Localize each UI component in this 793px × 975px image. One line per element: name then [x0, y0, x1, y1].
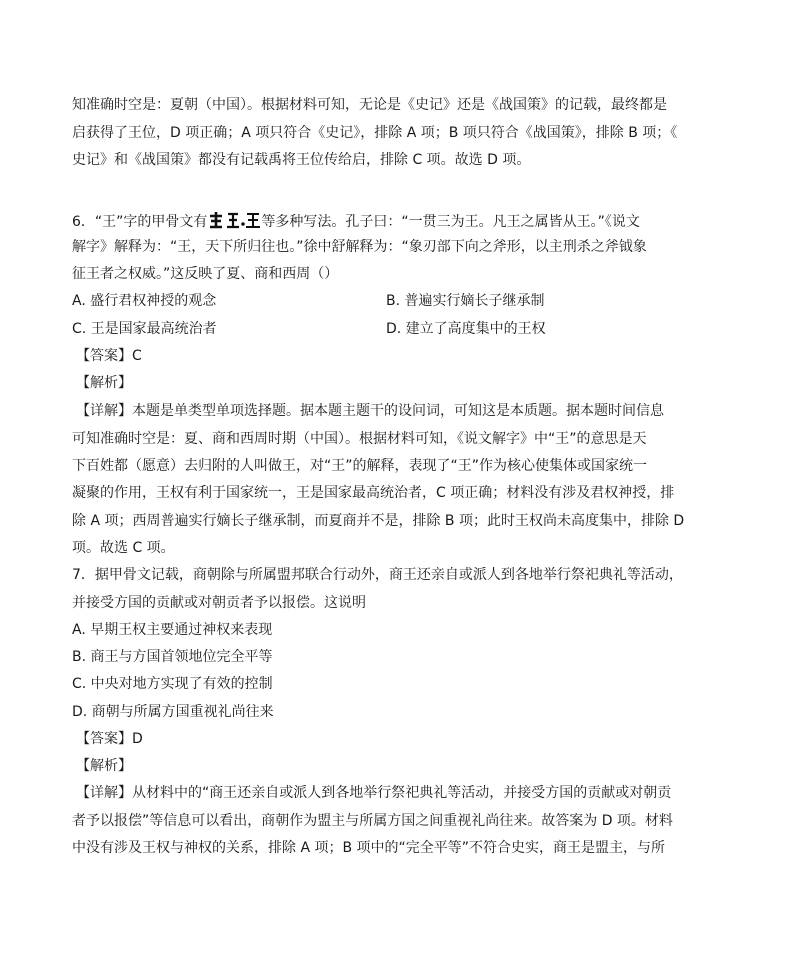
q6-stem-post: 等多种写法。孔子曰：“一贯三为王。凡王之属皆从王。”《说文: [261, 214, 640, 230]
q6-answer: 【答案】C: [76, 348, 142, 364]
q6-stem-line-3: 征王者之权威。”这反映了夏、商和西周（）: [72, 266, 339, 282]
q6-stem-pre: 6．“王”字的甲骨文有: [72, 214, 208, 230]
q6-stem-line-1: [72, 210, 640, 231]
q7-detail-line-1: 【详解】从材料中的“商王还亲自或派人到各地举行祭祀典礼等活动，并接受方国的贡献或对朝贡: [76, 785, 672, 801]
q7-option-a: A. 早期王权主要通过神权来表现: [72, 622, 273, 638]
q6-option-d: D. 建立了高度集中的王权: [386, 321, 546, 337]
q6-option-a: A. 盛行君权神授的观念: [72, 293, 217, 309]
q6-detail-line-2: 可知准确时空是：夏、商和西周时期（中国）。根据材料可知，《说文解字》中“王”的意思是天: [72, 431, 647, 447]
q7-option-b: B. 商王与方国首领地位完全平等: [72, 649, 273, 665]
q7-option-c: C. 中央对地方实现了有效的控制: [72, 676, 273, 692]
q7-stem-line-2: 并接受方国的贡献或对朝贡者予以报偿。这说明: [72, 595, 366, 611]
q7-option-d: D. 商朝与所属方国重视礼尚往来: [72, 704, 274, 720]
q7-answer: 【答案】D: [76, 731, 143, 747]
q6-analysis-heading: 【解析】: [76, 375, 132, 391]
q7-detail-line-3: 中没有涉及王权与神权的关系，排除 A 项；B 项中的“完全平等”不符合史实，商王是盟主，与所: [72, 840, 666, 856]
q6-option-b: B. 普遍实行嫡长子继承制: [386, 293, 545, 309]
q6-detail-line-4: 凝聚的作用，王权有利于国家统一，王是国家最高统治者，C 项正确；材料没有涉及君权神授，排: [72, 485, 675, 501]
q6-stem-line-2: 解字》解释为：“王，天下所归往也。”徐中舒解释为：“象刃部下向之斧形，以主刑杀之斧钺象: [72, 239, 647, 255]
oracle-bone-glyphs-image: [208, 210, 260, 230]
q6-detail-line-6: 项。故选 C 项。: [72, 540, 175, 556]
intro-line-1: 知准确时空是：夏朝（中国）。根据材料可知，无论是《史记》还是《战国策》的记载，最终都是: [72, 97, 667, 113]
intro-line-2: 启获得了王位，D 项正确；A 项只符合《史记》，排除 A 项；B 项只符合《战国策》，排除 B 项；《: [72, 125, 678, 141]
q6-detail-line-3: 下百姓都（愿意）去归附的人叫做王，对“王”的解释，表现了“王”作为核心使集体或国家统一: [72, 458, 648, 474]
q7-analysis-heading: 【解析】: [76, 758, 132, 774]
q6-detail-line-1: 【详解】本题是单类型单项选择题。据本题主题干的设问词，可知这是本质题。据本题时间信息: [76, 403, 664, 419]
q6-detail-line-5: 除 A 项；西周普遍实行嫡长子继承制，而夏商并不是，排除 B 项；此时王权尚未高度集中，排除 D: [72, 513, 685, 529]
q6-option-c: C. 王是国家最高统治者: [72, 321, 217, 337]
q7-stem-line-1: 7．据甲骨文记载，商朝除与所属盟邦联合行动外，商王还亲自或派人到各地举行祭祀典礼等活动，: [72, 567, 683, 583]
q7-detail-line-2: 者予以报偿”等信息可以看出，商朝作为盟主与所属方国之间重视礼尚往来。故答案为 D 项。材料: [72, 813, 673, 829]
intro-line-3: 史记》和《战国策》都没有记载禹将王位传给启，排除 C 项。故选 D 项。: [72, 152, 531, 168]
